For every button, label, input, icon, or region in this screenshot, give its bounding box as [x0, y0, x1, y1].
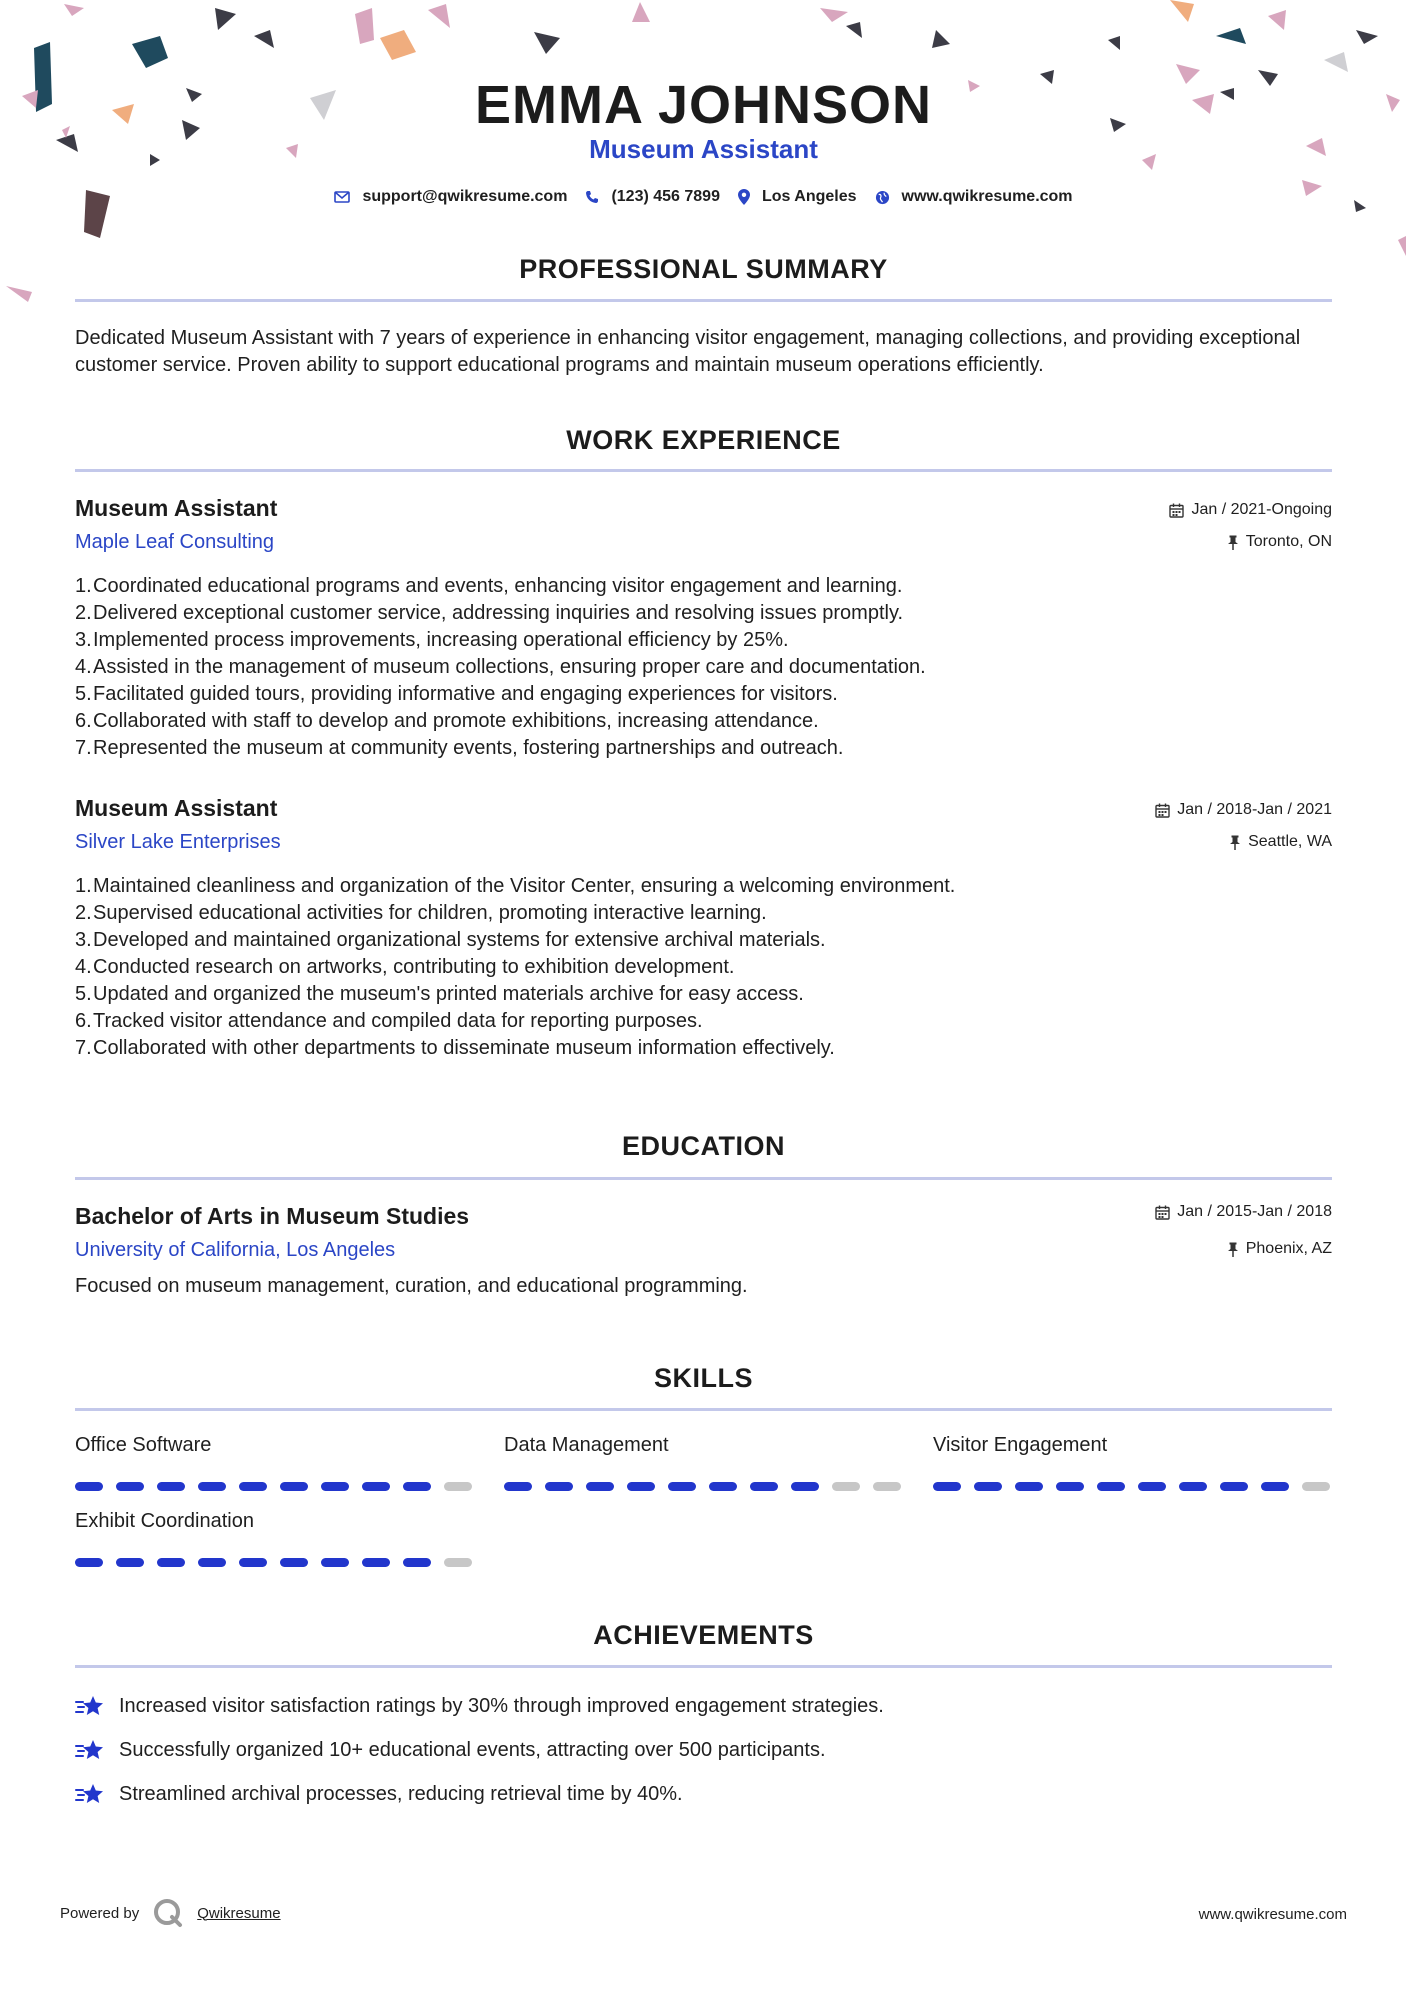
skill-dash-filled: [116, 1558, 144, 1567]
contact-bar: [75, 188, 1332, 206]
qwikresume-link[interactable]: Qwikresume: [197, 1904, 281, 1922]
globe-icon: [875, 190, 890, 205]
job-bullet: 4. Conducted research on artworks, contributing to exhibition development.: [75, 956, 735, 978]
job-bullet: 5. Facilitated guided tours, providing informative and engaging experiences for visitors.: [75, 683, 838, 705]
shooting-star-icon: [75, 1780, 107, 1808]
skill-dash-filled: [627, 1482, 655, 1491]
achievement-item: [75, 1736, 826, 1764]
skill-dash-filled: [668, 1482, 696, 1491]
skills-divider: [75, 1408, 1332, 1411]
job-date-text: Jan / 2021-Ongoing: [1191, 501, 1332, 518]
contact-email[interactable]: [334, 188, 567, 206]
skill-dash-filled: [1179, 1482, 1207, 1491]
skill-dash-filled: [1097, 1482, 1125, 1491]
skill-dash-filled: [280, 1482, 308, 1491]
job-bullet: 7. Represented the museum at community events, fostering partnerships and outreach.: [75, 737, 844, 759]
skill-dash-filled: [116, 1482, 144, 1491]
skill-dash-empty: [444, 1482, 472, 1491]
skill-item: [933, 1434, 1333, 1457]
pushpin-icon: [1227, 535, 1239, 550]
degree-title: Bachelor of Arts in Museum Studies: [75, 1203, 470, 1229]
education-divider: [75, 1177, 1332, 1180]
email-text: support@qwikresume.com: [362, 188, 568, 205]
school-name: University of California, Los Angeles: [75, 1239, 396, 1261]
skill-item: [504, 1434, 904, 1457]
job-bullet: 7. Collaborated with other departments to disseminate museum information effectively.: [75, 1037, 835, 1059]
achievement-text: Successfully organized 10+ educational events, attracting over 500 participants.: [119, 1738, 826, 1761]
education-date: [1155, 1203, 1332, 1221]
skill-dash-filled: [1261, 1482, 1289, 1491]
skill-dash-filled: [280, 1558, 308, 1567]
skill-dash-empty: [1302, 1482, 1330, 1491]
skill-dash-filled: [75, 1482, 103, 1491]
job-bullet: 4. Assisted in the management of museum collections, ensuring proper care and documentation.: [75, 656, 926, 678]
job-bullet: 2. Supervised educational activities for children, promoting interactive learning.: [75, 902, 767, 924]
website-text: www.qwikresume.com: [901, 188, 1073, 205]
summary-heading: PROFESSIONAL SUMMARY: [519, 254, 888, 284]
achievement-item: [75, 1780, 683, 1808]
skill-dash-filled: [362, 1558, 390, 1567]
job-title: Museum Assistant: [75, 795, 278, 821]
job-date: [1155, 801, 1332, 819]
footer-website[interactable]: www.qwikresume.com: [1198, 1906, 1347, 1923]
skill-dash-filled: [321, 1482, 349, 1491]
footer-powered-by: [60, 1898, 281, 1928]
job-bullet: 1. Maintained cleanliness and organization of the Visitor Center, ensuring a welcoming environment.: [75, 875, 956, 897]
skill-dash-filled: [1220, 1482, 1248, 1491]
skill-dash-empty: [832, 1482, 860, 1491]
job-bullet: 5. Updated and organized the museum's printed materials archive for easy access.: [75, 983, 804, 1005]
education-date-text: Jan / 2015-Jan / 2018: [1177, 1203, 1332, 1220]
calendar-icon: [1155, 1205, 1170, 1220]
summary-text: Dedicated Museum Assistant with 7 years of experience in enhancing visitor engagement, managing collections, and providing exceptional customer service. Proven ability to support educational programs and maintain museum operations efficiently.: [75, 327, 1301, 376]
contact-website[interactable]: [875, 188, 1073, 206]
skill-dash-filled: [586, 1482, 614, 1491]
skill-dash-filled: [974, 1482, 1002, 1491]
contact-location: [738, 188, 857, 206]
skill-dash-filled: [75, 1558, 103, 1567]
job-company: Maple Leaf Consulting: [75, 531, 275, 553]
envelope-icon: [334, 191, 350, 203]
achievements-divider: [75, 1665, 1332, 1668]
qwikresume-logo-icon: [153, 1898, 183, 1928]
skill-dash-filled: [239, 1482, 267, 1491]
skill-dash-filled: [1015, 1482, 1043, 1491]
experience-divider: [75, 469, 1332, 472]
job-company: Silver Lake Enterprises: [75, 831, 281, 853]
job-bullet: 6. Tracked visitor attendance and compiled data for reporting purposes.: [75, 1010, 703, 1032]
skill-dash-filled: [321, 1558, 349, 1567]
skill-dash-filled: [403, 1558, 431, 1567]
contact-phone[interactable]: [585, 188, 720, 206]
skill-dash-filled: [198, 1482, 226, 1491]
skill-dash-filled: [545, 1482, 573, 1491]
pushpin-icon: [1227, 1242, 1239, 1257]
job-location-text: Seattle, WA: [1248, 833, 1332, 850]
skill-name: Data Management: [504, 1434, 669, 1456]
skill-name: Office Software: [75, 1434, 212, 1456]
skill-dash-filled: [1138, 1482, 1166, 1491]
job-bullet: 2. Delivered exceptional customer service, addressing inquiries and resolving issues promptly.: [75, 602, 904, 624]
job-title: Museum Assistant: [75, 495, 278, 521]
skill-level-bar: [933, 1482, 1330, 1491]
skill-item: [75, 1510, 475, 1533]
skill-dash-empty: [873, 1482, 901, 1491]
skill-dash-filled: [157, 1482, 185, 1491]
skill-item: [75, 1434, 475, 1457]
map-pin-icon: [738, 189, 750, 205]
calendar-icon: [1155, 803, 1170, 818]
phone-text: (123) 456 7899: [611, 188, 720, 205]
skill-level-bar: [75, 1482, 472, 1491]
job-bullet: 1. Coordinated educational programs and events, enhancing visitor engagement and learning.: [75, 575, 903, 597]
shooting-star-icon: [75, 1692, 107, 1720]
skill-level-bar: [504, 1482, 901, 1491]
powered-by-label: Powered by: [60, 1904, 140, 1922]
phone-icon: [585, 190, 599, 204]
candidate-name: EMMA JOHNSON: [474, 75, 933, 135]
job-bullet: 6. Collaborated with staff to develop and promote exhibitions, increasing attendance.: [75, 710, 819, 732]
pushpin-icon: [1229, 835, 1241, 850]
achievements-heading: ACHIEVEMENTS: [593, 1620, 814, 1650]
calendar-icon: [1169, 503, 1184, 518]
skill-name: Visitor Engagement: [933, 1434, 1108, 1456]
skill-dash-filled: [362, 1482, 390, 1491]
job-date-text: Jan / 2018-Jan / 2021: [1177, 801, 1332, 818]
job-location: [1229, 833, 1332, 851]
summary-divider: [75, 299, 1332, 302]
skill-dash-filled: [709, 1482, 737, 1491]
experience-heading: WORK EXPERIENCE: [566, 425, 841, 455]
job-bullets: [75, 873, 955, 1062]
location-text: Los Angeles: [761, 188, 857, 205]
shooting-star-icon: [75, 1736, 107, 1764]
education-description: Focused on museum management, curation, and educational programming.: [75, 1275, 748, 1297]
skill-dash-filled: [1056, 1482, 1084, 1491]
job-location-text: Toronto, ON: [1245, 533, 1332, 550]
achievement-text: Streamlined archival processes, reducing retrieval time by 40%.: [119, 1782, 683, 1805]
skill-dash-filled: [750, 1482, 778, 1491]
achievement-text: Increased visitor satisfaction ratings by 30% through improved engagement strategies.: [119, 1694, 884, 1717]
skill-dash-filled: [198, 1558, 226, 1567]
skill-dash-filled: [157, 1558, 185, 1567]
achievement-item: [75, 1692, 884, 1720]
job-date: [1169, 501, 1332, 519]
education-heading: EDUCATION: [622, 1131, 785, 1161]
skill-dash-filled: [504, 1482, 532, 1491]
skill-dash-filled: [403, 1482, 431, 1491]
job-bullet: 3. Developed and maintained organizational systems for extensive archival materials.: [75, 929, 826, 951]
job-bullets: [75, 573, 926, 762]
candidate-title: Museum Assistant: [589, 134, 818, 164]
skill-dash-empty: [444, 1558, 472, 1567]
skills-heading: SKILLS: [653, 1363, 753, 1393]
job-bullet: 3. Implemented process improvements, increasing operational efficiency by 25%.: [75, 629, 789, 651]
education-location: [1227, 1240, 1332, 1258]
education-location-text: Phoenix, AZ: [1245, 1240, 1332, 1257]
skill-dash-filled: [239, 1558, 267, 1567]
skill-dash-filled: [791, 1482, 819, 1491]
skill-dash-filled: [933, 1482, 961, 1491]
skill-level-bar: [75, 1558, 472, 1567]
skill-name: Exhibit Coordination: [75, 1510, 254, 1532]
job-location: [1227, 533, 1332, 551]
